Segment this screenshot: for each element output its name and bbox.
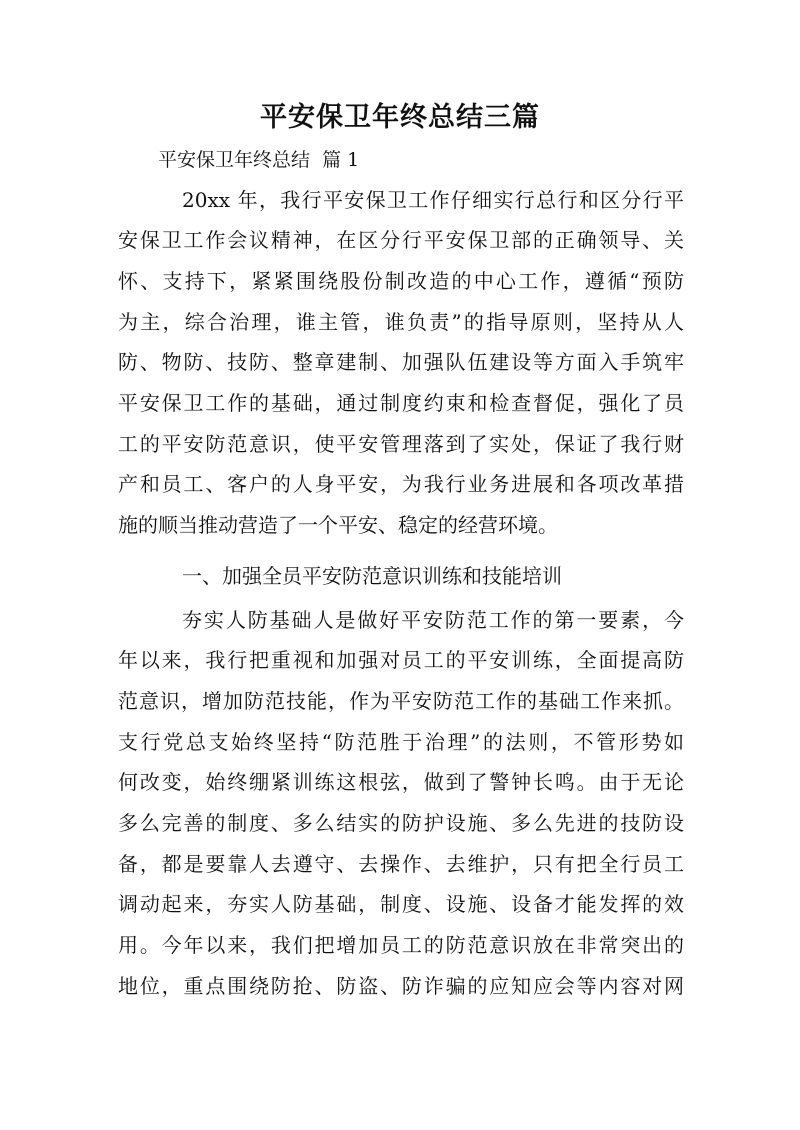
body-line: 平安保卫工作的基础，通过制度约束和检查督促，强化了员: [118, 391, 684, 415]
body-line: 夯实人防基础人是做好平安防范工作的第一要素，今: [182, 608, 684, 632]
body-line: 备，都是要靠人去遵守、去操作、去维护，只有把全行员工: [118, 852, 684, 876]
section-subtitle: 平安保卫年终总结 篇 1: [158, 149, 360, 171]
section-heading: 一、加强全员平安防范意识训练和技能培训: [182, 564, 562, 588]
body-line: 多么完善的制度、多么结实的防护设施、多么先进的技防设: [118, 811, 684, 835]
body-line: 地位，重点围绕防抢、防盗、防诈骗的应知应会等内容对网: [118, 974, 684, 998]
body-line: 调动起来，夯实人防基础，制度、设施、设备才能发挥的效: [118, 892, 684, 916]
body-line: 20xx 年，我行平安保卫工作仔细实行总行和区分行平: [182, 188, 684, 212]
body-line: 施的顺当推动营造了一个平安、稳定的经营环境。: [118, 513, 558, 537]
body-line: 防、物防、技防、整章建制、加强队伍建设等方面入手筑牢: [118, 350, 684, 374]
document-title: 平安保卫年终总结三篇: [260, 102, 540, 133]
body-line: 支行党总支始终坚持“防范胜于治理”的法则，不管形势如: [118, 730, 684, 754]
body-line: 何改变，始终绷紧训练这根弦，做到了警钟长鸣。由于无论: [118, 770, 684, 794]
body-line: 工的平安防范意识，使平安管理落到了实处，保证了我行财: [118, 432, 684, 456]
body-line: 怀、支持下，紧紧围绕股份制改造的中心工作，遵循“预防: [118, 269, 684, 293]
body-line: 为主，综合治理，谁主管，谁负责”的指导原则，坚持从人: [118, 310, 684, 334]
body-line: 范意识，增加防范技能，作为平安防范工作的基础工作来抓。: [118, 689, 684, 713]
body-line: 产和员工、客户的人身平安，为我行业务进展和各项改革措: [118, 472, 684, 496]
body-line: 用。今年以来，我们把增加员工的防范意识放在非常突出的: [118, 933, 684, 957]
body-line: 安保卫工作会议精神，在区分行平安保卫部的正确领导、关: [118, 228, 684, 252]
body-line: 年以来，我行把重视和加强对员工的平安训练，全面提高防: [118, 648, 684, 672]
